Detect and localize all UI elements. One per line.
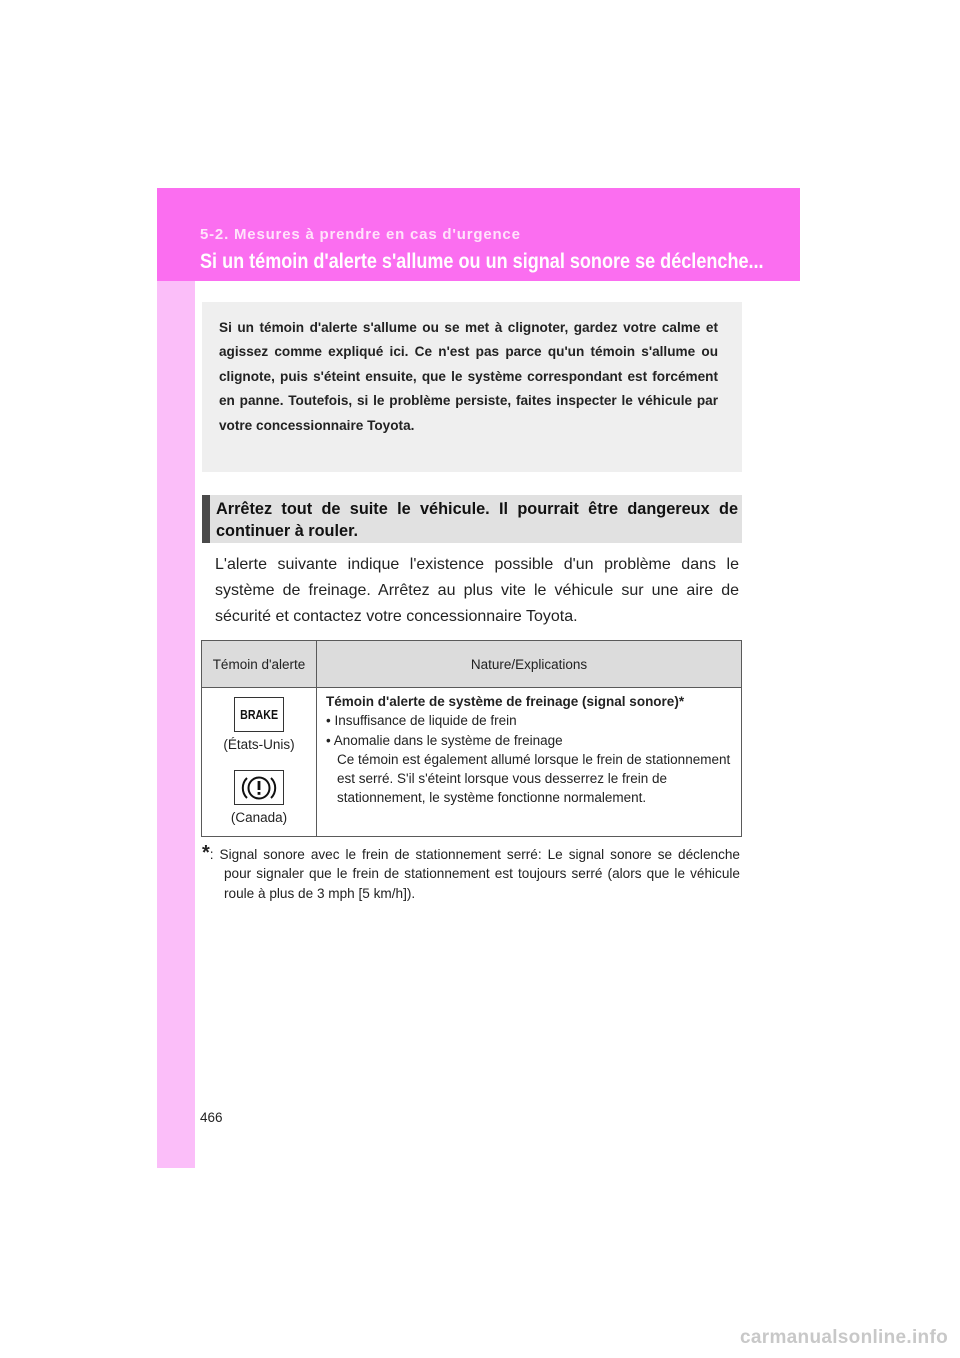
table-row (202, 688, 742, 837)
warning-heading-text: Arrêtez tout de suite le véhicule. Il pourrait être dangereux de continuer à rouler. (216, 500, 738, 540)
intro-text: Si un témoin d'alerte s'allume ou se met à clignoter, gardez votre calme et agissez comme expliqué ici. Ce n'est pas parce qu'un témoin s'allume ou clignote, puis s'éteint ensuite, que le système correspondant est forcément en panne. Toutefois, si le problème persiste, faites inspecter le véhicule par votre concessionnaire Toyota. (219, 320, 718, 433)
warning-detail: Ce témoin est également allumé lorsque le frein de stationnement est serré. S'il s'éteint lorsque vous desserrez le frein de stationnement, le système fonctionne normalement. (337, 751, 731, 806)
warning-title: Témoin d'alerte de système de freinage (signal sonore)* (326, 694, 685, 709)
brake-lamp-text: BRAKE (240, 707, 278, 722)
intro-box (202, 302, 742, 472)
brake-lamp-us (234, 697, 284, 732)
side-tab-strip (157, 188, 195, 1168)
footnote-marker: * (202, 842, 210, 864)
lamp-cell (202, 688, 317, 837)
bullet-item: • Anomalie dans le système de freinage (326, 732, 563, 748)
brake-warning-icon (234, 770, 284, 805)
footnote-text: : Signal sonore avec le frein de stationnement serré: Le signal sonore se déclenche pour signaler que le frein de stationnement est toujours serré (alors que le véhicule roule à plus de 3 mph [5 km/h]). (209, 847, 740, 901)
page-title: Si un témoin d'alerte s'allume ou un signal sonore se déclenche... (200, 250, 764, 273)
bullet-item: • Insuffisance de liquide de frein (326, 713, 517, 729)
region-label-us: (États-Unis) (223, 737, 295, 752)
warning-light-table (201, 640, 742, 837)
warning-heading (202, 495, 742, 543)
region-label-canada: (Canada) (230, 810, 288, 825)
footnote (202, 844, 740, 903)
column-header-lamp: Témoin d'alerte (202, 641, 317, 688)
section-label: 5-2. Mesures à prendre en cas d'urgence (200, 226, 521, 243)
watermark: carmanualsonline.info (740, 1327, 948, 1348)
explanation-cell (317, 688, 742, 837)
column-header-explanation: Nature/Explications (317, 641, 742, 688)
body-paragraph: L'alerte suivante indique l'existence possible d'un problème dans le système de freinage. Arrêtez au plus vite le véhicule sur une aire de sécurité et contactez votre concessionnaire Toyota. (215, 556, 739, 625)
table-header-row (202, 641, 742, 688)
page-number: 466 (200, 1110, 223, 1125)
